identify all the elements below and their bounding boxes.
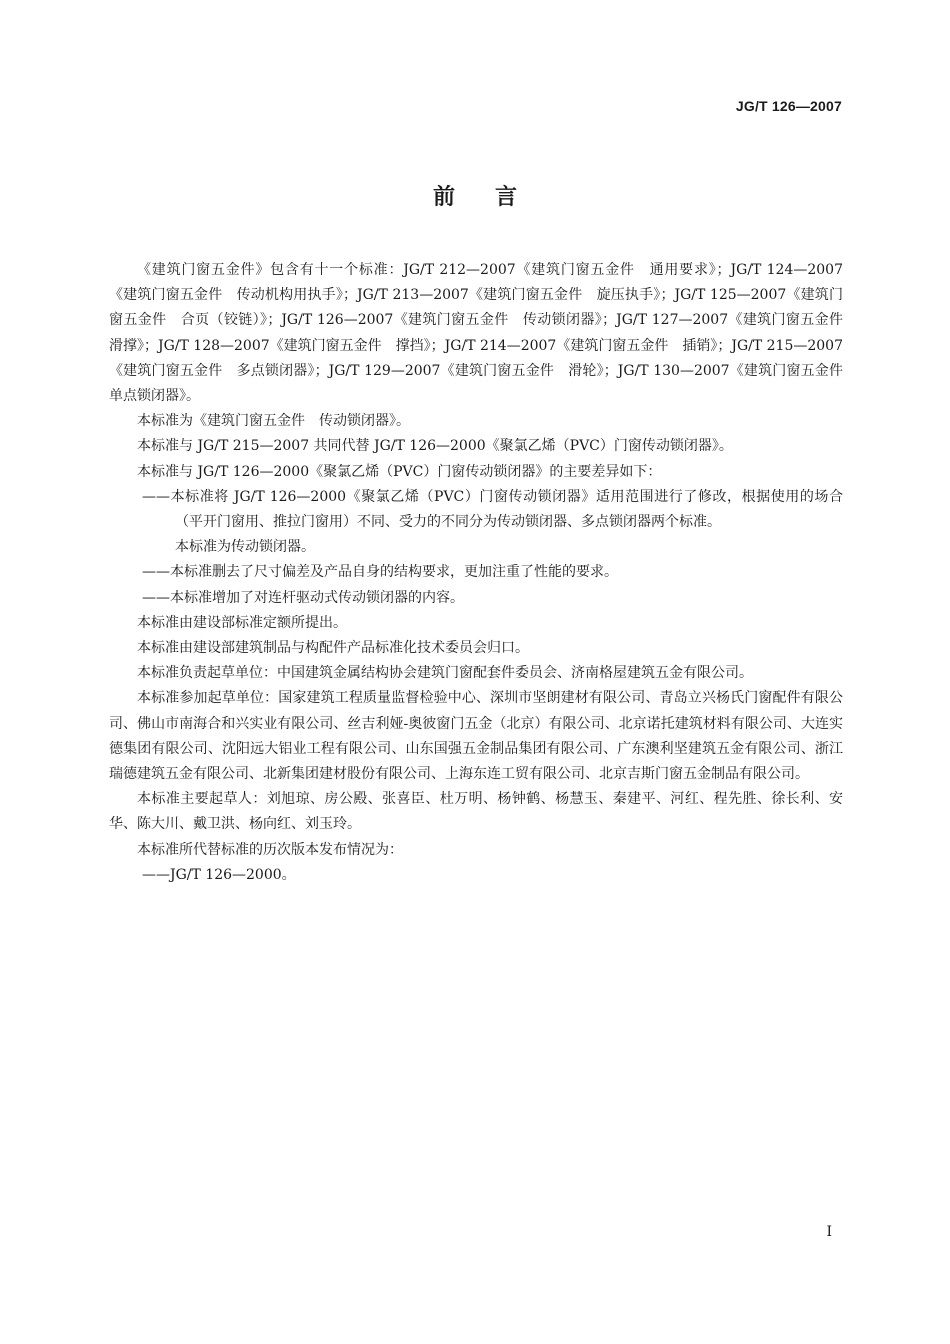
difference-item: ——本标准删去了尺寸偏差及产品自身的结构要求，更加注重了性能的要求。 — [142, 564, 618, 581]
paragraph-scope: 本标准为《建筑门窗五金件 传动锁闭器》。 — [137, 413, 410, 430]
paragraph-participating-units: 本标准参加起草单位：国家建筑工程质量监督检验中心、深圳市坚朗建材有限公司、青岛立兴杨氏门窗配件有限公司、佛山市南海合和兴实业有限公司、丝吉利娅-奥彼窗门五金（北京）有限公司、北京诺托建筑材料有限公司、大连实德集团有限公司、沈阳远大铝业工程有限公司、山东国强五金制品集团有限公司、广东澳利坚建筑五金有限公司、浙江瑞德建筑五金有限公司、北新集团建材股份有限公司、上海东连工贸有限公司、北京吉斯门窗五金制品有限公司。 — [109, 690, 843, 783]
foreword-body — [109, 258, 857, 888]
standard-code: JG/T 126—2007 — [735, 98, 842, 114]
paragraph-differences-intro: 本标准与 JG/T 126—2000《聚氯乙烯（PVC）门窗传动锁闭器》的主要差异如下： — [137, 463, 662, 480]
difference-item-note: 本标准为传动锁闭器。 — [175, 539, 315, 556]
paragraph-administrator: 本标准由建设部建筑制品与构配件产品标准化技术委员会归口。 — [137, 640, 529, 657]
page-number: I — [826, 1224, 832, 1240]
paragraph-series-list: 《建筑门窗五金件》包含有十一个标准：JG/T 212—2007《建筑门窗五金件 通用要求》；JG/T 124—2007《建筑门窗五金件 传动机构用执手》；JG/T 213—2007《建筑门窗五金件 旋压执手》；JG/T 125—2007《建筑门窗五金件 合页（铰链）》；JG/T 126—2007《建筑门窗五金件 传动锁闭器》；JG/T 127—2007《建筑门窗五金件 滑撑》；JG/T 128—2007《建筑门窗五金件 撑挡》；JG/T 214—2007《建筑门窗五金件 插销》；JG/T 215—2007《建筑门窗五金件 多点锁闭器》；JG/T 129—2007《建筑门窗五金件 滑轮》；JG/T 130—2007《建筑门窗五金件 单点锁闭器》。 — [109, 262, 857, 405]
paragraph-drafting-unit: 本标准负责起草单位：中国建筑金属结构协会建筑门窗配套件委员会、济南格屋建筑五金有限公司。 — [137, 665, 753, 682]
paragraph-proposer: 本标准由建设部标准定额所提出。 — [137, 614, 347, 631]
page-title: 前言 — [432, 185, 557, 210]
difference-item: ——本标准增加了对连杆驱动式传动锁闭器的内容。 — [142, 589, 464, 606]
history-item: ——JG/T 126—2000。 — [142, 866, 296, 883]
difference-item: ——本标准将 JG/T 126—2000《聚氯乙烯（PVC）门窗传动锁闭器》适用范围进行了修改，根据使用的场合（平开门窗用、推拉门窗用）不同、受力的不同分为传动锁闭器、多点锁闭器两个标准。 — [142, 488, 843, 531]
paragraph-replacement: 本标准与 JG/T 215—2007 共同代替 JG/T 126—2000《聚氯乙烯（PVC）门窗传动锁闭器》。 — [137, 438, 733, 455]
paragraph-drafters: 本标准主要起草人：刘旭琼、房公殿、张喜臣、杜万明、杨钟鹤、杨慧玉、秦建平、河红、程先胜、徐长利、安华、陈大川、戴卫洪、杨向红、刘玉玲。 — [109, 791, 843, 833]
paragraph-history-intro: 本标准所代替标准的历次版本发布情况为： — [137, 841, 403, 858]
